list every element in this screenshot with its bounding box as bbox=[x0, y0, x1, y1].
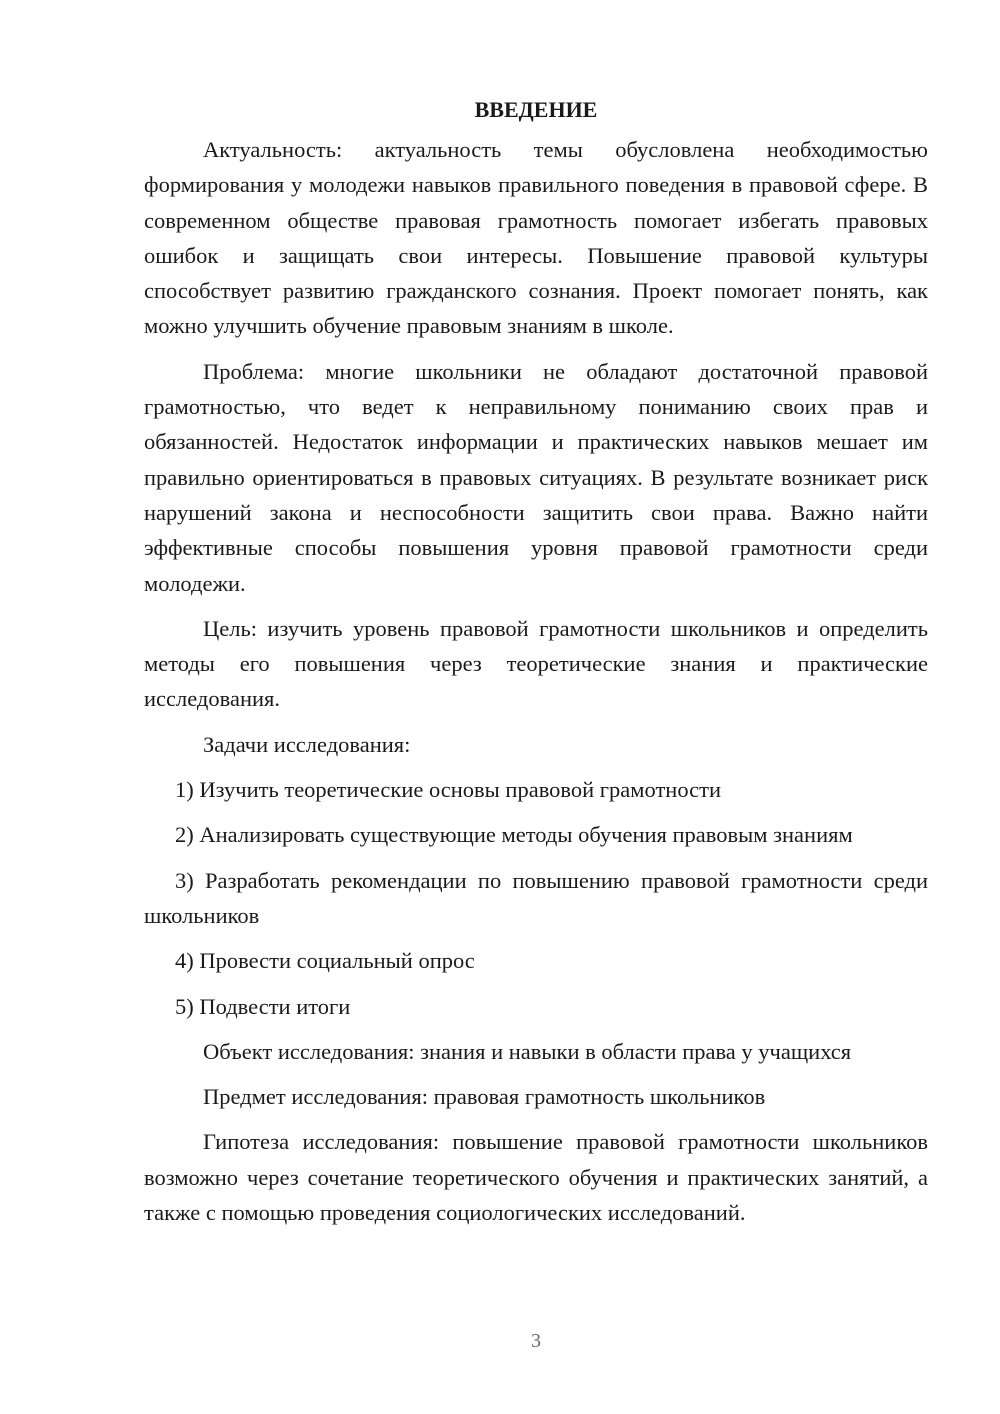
task-item-4: 4) Провести социальный опрос bbox=[175, 948, 475, 974]
research-object: Объект исследования: знания и навыки в области права у учащихся bbox=[203, 1038, 852, 1064]
problem-paragraph: Проблема: многие школьники не обладают достаточной правовой грамотностью, что ведет к неправильному пониманию своих прав и обязанностей. Недостаток информации и практических навыков мешает им правильно ориентироваться в правовых ситуациях. В результате возникает риск нарушений закона и неспособности защитить свои права. Важно найти эффективные способы повышения уровня правовой грамотности среди молодежи. bbox=[144, 358, 928, 596]
relevance-paragraph: Актуальность: актуальность темы обусловлена необходимостью формирования у молодежи навыков правильного поведения в правовой сфере. В современном обществе правовая грамотность помогает избегать правовых ошибок и защищать свои интересы. Повышение правовой культуры способствует развитию гражданского сознания. Проект помогает понять, как можно улучшить обучение правовым знаниям в школе. bbox=[144, 137, 928, 339]
tasks-title: Задачи исследования: bbox=[203, 731, 411, 757]
section-heading: ВВЕДЕНИЕ bbox=[474, 97, 598, 122]
goal-paragraph: Цель: изучить уровень правовой грамотности школьников и определить методы его повышения через теоретические знания и практические исследования. bbox=[144, 615, 928, 712]
task-item-2: 2) Анализировать существующие методы обучения правовым знаниям bbox=[175, 822, 853, 848]
task-item-3: 3) Разработать рекомендации по повышению правовой грамотности среди школьников bbox=[144, 867, 928, 928]
task-item-5: 5) Подвести итоги bbox=[175, 993, 351, 1019]
page-number: 3 bbox=[531, 1330, 541, 1352]
document-page bbox=[144, 92, 928, 1240]
task-item-1: 1) Изучить теоретические основы правовой грамотности bbox=[175, 777, 722, 803]
research-subject: Предмет исследования: правовая грамотность школьников bbox=[203, 1084, 766, 1110]
hypothesis-paragraph: Гипотеза исследования: повышение правовой грамотности школьников возможно через сочетание теоретического обучения и практических занятий, а также с помощью проведения социологических исследований. bbox=[144, 1129, 928, 1226]
